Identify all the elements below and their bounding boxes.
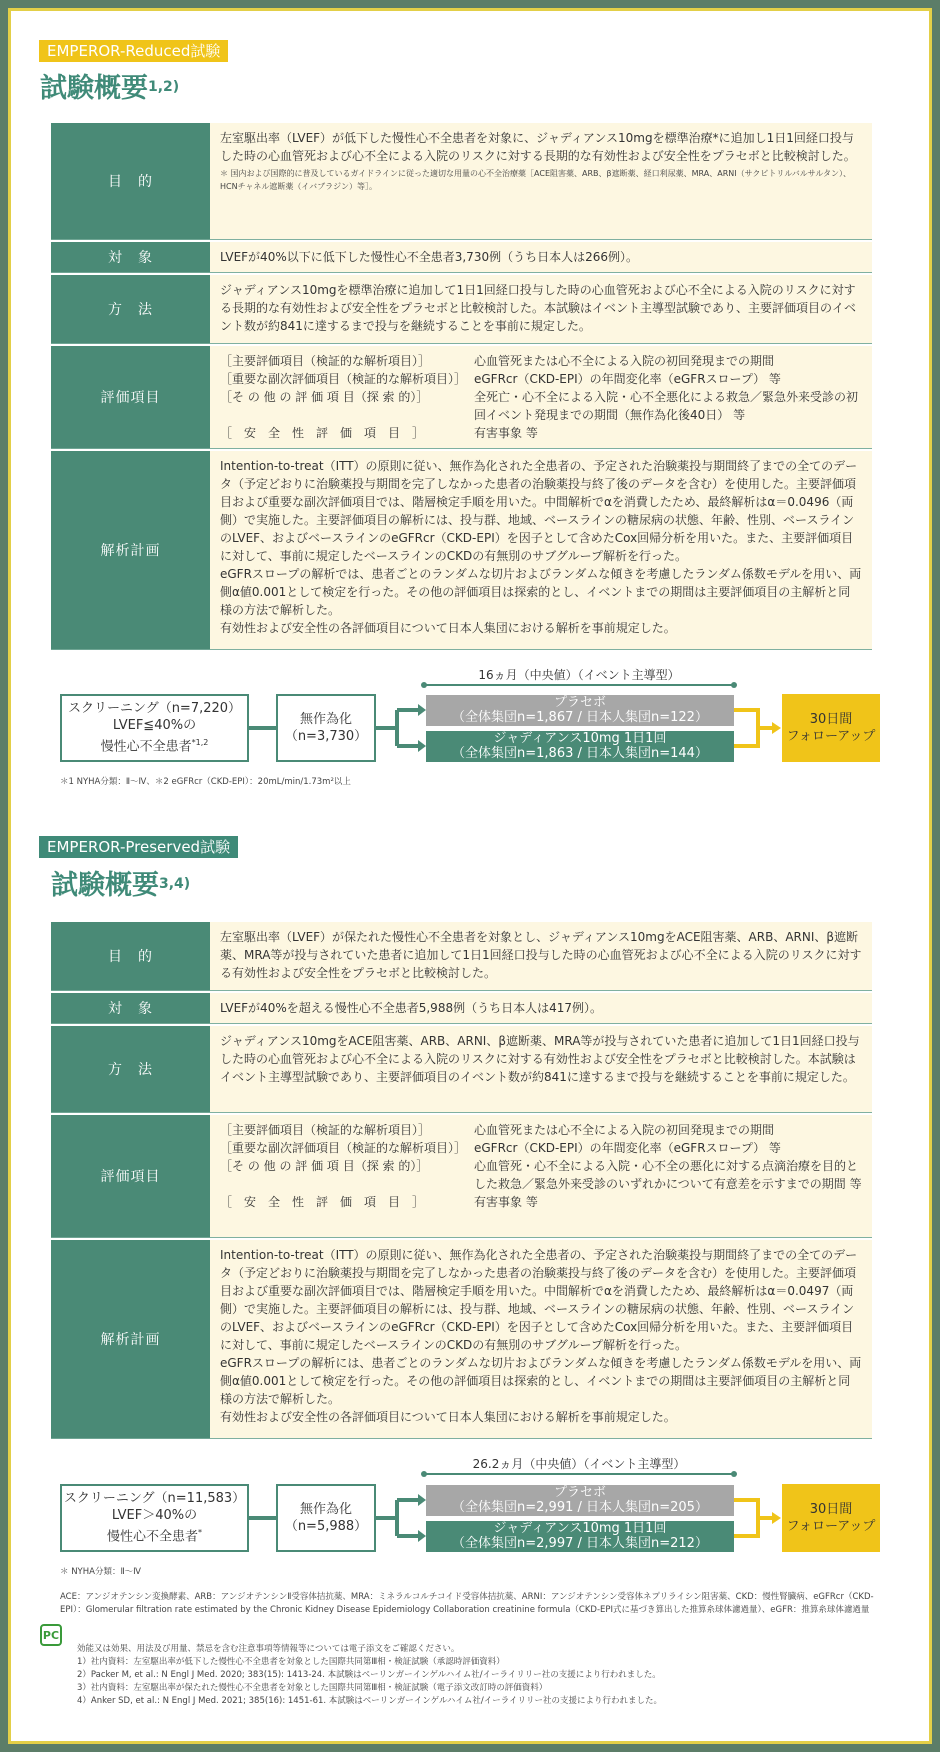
analysis-value: Intention-to-treat（ITT）の原則に従い、無作為化された全患者の、予定された治験薬投与期間終了までの全てのデータ（予定どおりに治験薬投与期間を完了しなかった患者の治験薬投与終了後のデータを含む）を使用した。主要評価項目および重要な副次評価項目では、階層検定手順を用いた。中間解析でαを消費したため、最終解析はα＝0.0496（両側）で実施した。主要評価項目の解析には、投与群、地域、ベースラインの糖尿病の状態、年齢、性別、ベースラインのLVEF、およびベースラインのeGFRcr（CKD-EPI）を因子として含めたCox回帰分析を用いた。また、主要評価項目に対して、事前に規定したベースラインのCKDの有無別のサブグループ解析を行った。 eGFRスロープの解析では、患者ごとのランダムな切片およびランダムな傾きを考慮したランダム係数モデルを用い、両側α値0.001として検定を行った。その他の評価項目は探索的とし、イベントまでの期間は主要評価項目の主解析と同様の方法で解析した。 有効性および安全性の各評価項目について日本人集団における解析を事前規定した。 — [210, 451, 872, 650]
reference-item: 効能又は効果、用法及び用量、禁忌を含む注意事項等情報等については電子添文をご確認ください。 — [77, 1644, 460, 1654]
randomization-box: 無作為化 （n=3,730） — [276, 694, 376, 762]
analysis-row — [51, 1238, 872, 1439]
section1-footnote: ＊1 NYHA分類：Ⅱ〜Ⅳ、＊2 eGFRcr（CKD-EPI）：20mL/min/1.73m²以上 — [60, 777, 351, 787]
purpose-row — [51, 922, 872, 991]
reference-item: 4）Anker SD, et al.: N Engl J Med. 2021; 385(16): 1451-61. 本試験はベーリンガーインゲルハイム社/イーライリリー社の支援により行われました。 — [77, 1696, 662, 1706]
eval-item: ［主要評価項目（検証的な解析項目）］ 心血管死または心不全による入院の初回発現までの期間 — [220, 354, 775, 368]
eval-item: ［そ の 他 の 評 価 項 目（探 索 的）］ 全死亡・心不全による入院・心不全悪化による救急／緊急外来受診の初回イベント発現までの期間（無作為化後40日） 等 — [220, 390, 859, 422]
section1-table — [51, 123, 872, 650]
purpose-label: 目 的 — [51, 123, 210, 240]
eval-label: 評価項目 — [51, 346, 210, 449]
method-label: 方 法 — [51, 1026, 210, 1113]
purpose-value: 左室駆出率（LVEF）が保たれた慢性心不全患者を対象とし、ジャディアンス10mgをACE阻害薬、ARB、ARNI、β遮断薬、MRA等が投与されていた患者に追加して1日1回経口投与した時の心血管死および心不全による入院のリスクに対する有効性および安全性をプラセボと比較検討した。 — [210, 922, 872, 991]
eval-item: ［そ の 他 の 評 価 項 目（探 索 的）］ 心血管死・心不全による入院・心不全の悪化に対する点滴治療を目的とした救急／緊急外来受診のいずれかについて有意差を示すまでの期間 等 — [220, 1159, 862, 1191]
purpose-value: 左室駆出率（LVEF）が低下した慢性心不全患者を対象に、ジャディアンス10mgを標準治療*に追加し1日1回経口投与した時の心血管死および心不全による入院のリスクに対する長期的な有効性および安全性をプラセボと比較検討した。 ＊ 国内および国際的に普及しているガイドラインに従った適切な用量の心不全治療薬［ACE阻害薬、ARB、β遮断薬、経口利尿薬、MRA、ARNI（サクビトリルバルサルタン）、HCNチャネル遮断薬（イバブラジン）等］。 — [210, 123, 872, 240]
method-value: ジャディアンス10mgを標準治療に追加して1日1回経口投与した時の心血管死および心不全による入院のリスクに対する長期的な有効性および安全性をプラセボと比較検討した。本試験はイベント主導型試験であり、主要評価項目のイベント数が約841に達するまで投与を継続することを事前に規定した。 — [210, 275, 872, 344]
section2-tag: EMPEROR-Preserved試験 — [39, 836, 238, 858]
eval-item: ［重要な副次評価項目（検証的な解析項目）］ eGFRcr（CKD-EPI）の年間変化率（eGFRスロープ） 等 — [220, 1141, 781, 1155]
section1-tag: EMPEROR-Reduced試験 — [39, 40, 228, 62]
target-value: LVEFが40%を超える慢性心不全患者5,988例（うち日本人は417例）。 — [210, 993, 872, 1024]
section2-footnote: ＊ NYHA分類：Ⅱ〜Ⅳ — [60, 1567, 141, 1577]
method-row — [51, 1024, 872, 1113]
eval-row — [51, 1113, 872, 1238]
duration-label: 16ヵ月（中央値）（イベント主導型） — [478, 668, 680, 682]
placebo-bar: プラセボ （全体集団n=2,991 / 日本人集団n=205） — [426, 1485, 734, 1516]
analysis-row — [51, 449, 872, 650]
references — [77, 1643, 877, 1708]
target-value: LVEFが40%以下に低下した慢性心不全患者3,730例（うち日本人は266例）。 — [210, 242, 872, 273]
method-label: 方 法 — [51, 275, 210, 344]
purpose-note: ＊ 国内および国際的に普及しているガイドラインに従った適切な用量の心不全治療薬［ACE阻害薬、ARB、β遮断薬、経口利尿薬、MRA、ARNI（サクビトリルバルサルタン）、HCNチャネル遮断薬（イバブラジン）等］。 — [220, 169, 852, 191]
eval-item: ［ 安 全 性 評 価 項 目 ］ 有害事象 等 — [220, 426, 538, 440]
section1-title: 試験概要$^{1,2)}$ — [40, 73, 180, 104]
drug-bar: ジャディアンス10mg 1日1回 （全体集団n=2,997 / 日本人集団n=212） — [426, 1521, 734, 1552]
reference-item: 2）Packer M, et al.: N Engl J Med. 2020; 383(15): 1413-24. 本試験はベーリンガーインゲルハイム社/イーライリリー社の支援により行われました。 — [77, 1670, 661, 1680]
eval-item: ［重要な副次評価項目（検証的な解析項目）］ eGFRcr（CKD-EPI）の年間変化率（eGFRスロープ） 等 — [220, 372, 781, 386]
target-label: 対 象 — [51, 242, 210, 273]
section2-title: 試験概要$^{3,4)}$ — [51, 870, 191, 901]
analysis-value: Intention-to-treat（ITT）の原則に従い、無作為化された全患者の、予定された治験薬投与期間終了までの全てのデータ（予定どおりに治験薬投与期間を完了しなかった患者の治験薬投与終了後のデータを含む）を使用した。主要評価項目および重要な副次評価項目では、階層検定手順を用いた。中間解析でαを消費したため、最終解析はα＝0.0497（両側）で実施した。主要評価項目の解析には、投与群、地域、ベースラインの糖尿病の状態、年齢、性別、ベースラインのLVEF、およびベースラインのeGFRcr（CKD-EPI）を因子として含めたCox回帰分析を用いた。また、主要評価項目に対して、事前に規定したベースラインのCKDの有無別のサブグループ解析を行った。 eGFRスロープの解析には、患者ごとのランダムな切片およびランダムな傾きを考慮したランダム係数モデルを用い、両側α値0.001として検定を行った。その他の評価項目は探索的とし、イベントまでの期間は主要評価項目の主解析と同様の方法で解析した。 有効性および安全性の各評価項目について日本人集団における解析を事前規定した。 — [210, 1240, 872, 1439]
analysis-label: 解析計画 — [51, 451, 210, 650]
followup-box: 30日間 フォローアップ — [782, 1484, 880, 1552]
target-row — [51, 240, 872, 273]
eval-label: 評価項目 — [51, 1115, 210, 1238]
reference-item: 3）社内資料：左室駆出率が保たれた慢性心不全患者を対象とした国際共同第Ⅲ相・検証試験（電子添文改訂時の評価資料） — [77, 1683, 548, 1693]
target-row — [51, 991, 872, 1024]
eval-item: ［主要評価項目（検証的な解析項目）］ 心血管死または心不全による入院の初回発現までの期間 — [220, 1123, 775, 1137]
eval-item: ［ 安 全 性 評 価 項 目 ］ 有害事象 等 — [220, 1195, 538, 1209]
purpose-label: 目 的 — [51, 922, 210, 991]
method-value: ジャディアンス10mgをACE阻害薬、ARB、ARNI、β遮断薬、MRA等が投与されていた患者に追加して1日1回経口投与した時の心血管死および心不全による入院のリスクに対する有効性および安全性をプラセボと比較検討した。本試験はイベント主導型試験であり、主要評価項目のイベント数が約841に達するまで投与を継続することを事前に規定した。 — [210, 1026, 872, 1113]
eval-row — [51, 344, 872, 449]
abbreviations: ACE：アンジオテンシン変換酵素、ARB：アンジオテンシンⅡ受容体拮抗薬、MRA：ミネラルコルチコイド受容体拮抗薬、ARNI：アンジオテンシン受容体ネプリライシン阻害薬、CKD：慢性腎臓病、eGFRcr（CKD-EPI）：Glomerular filtration rate estimated by the Chronic Kidney Disease Epidemiology Collaboration creatinine formula（CKD-EPI式に基づき算出した推算糸球体濾過量）、eGFR：推算糸球体濾過量 — [60, 1592, 874, 1615]
reference-item: 1）社内資料：左室駆出率が低下した慢性心不全患者を対象とした国際共同第Ⅲ相・検証試験（承認時評価資料） — [77, 1657, 505, 1667]
followup-box: 30日間 フォローアップ — [782, 694, 880, 762]
target-label: 対 象 — [51, 993, 210, 1024]
pc-logo-icon: PC — [40, 1624, 62, 1646]
section2-table — [51, 922, 872, 1439]
purpose-row — [51, 123, 872, 240]
screening-box: スクリーニング（n=11,583） LVEF＞40%の 慢性心不全患者* — [60, 1484, 249, 1552]
eval-value — [210, 1115, 872, 1238]
method-row — [51, 273, 872, 344]
screening-box: スクリーニング（n=7,220） LVEF≦40%の 慢性心不全患者$^{*1,2}$ — [60, 694, 249, 762]
randomization-box: 無作為化 （n=5,988） — [276, 1484, 376, 1552]
eval-value — [210, 346, 872, 449]
placebo-bar: プラセボ （全体集団n=1,867 / 日本人集団n=122） — [426, 695, 734, 726]
duration-label: 26.2ヵ月（中央値）（イベント主導型） — [472, 1457, 686, 1471]
analysis-label: 解析計画 — [51, 1240, 210, 1439]
drug-bar: ジャディアンス10mg 1日1回 （全体集団n=1,863 / 日本人集団n=144） — [426, 731, 734, 762]
